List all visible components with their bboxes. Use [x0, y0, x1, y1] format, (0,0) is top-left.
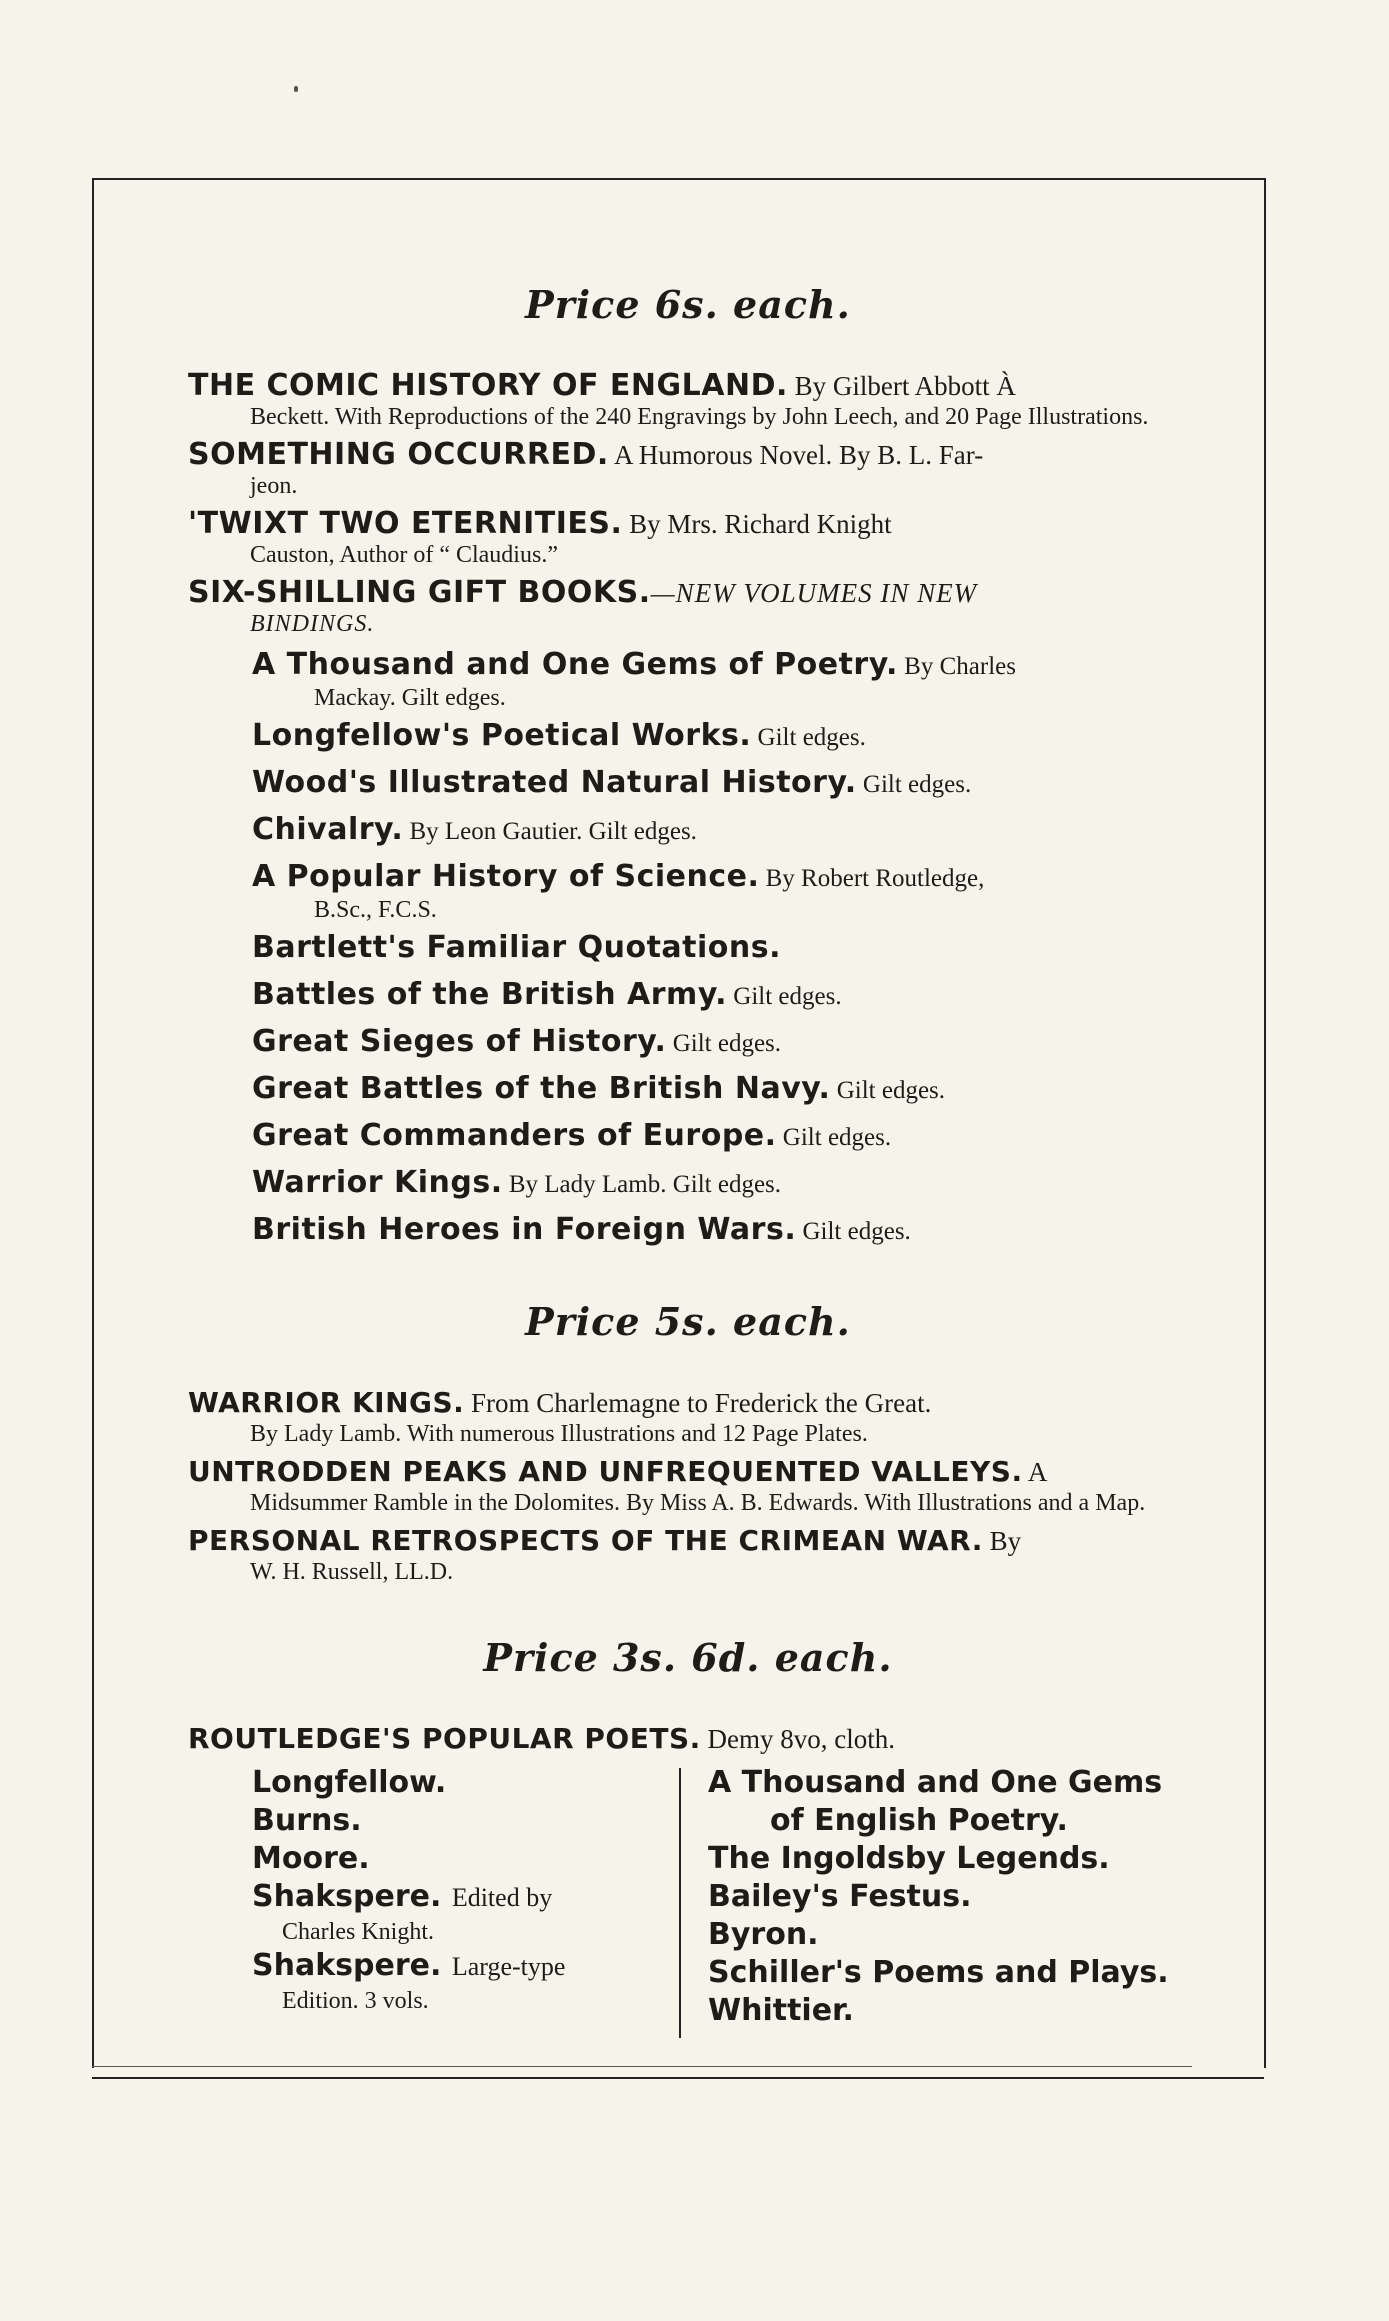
entry-title: Warrior Kings. — [252, 1165, 503, 1200]
gift-book-entry — [252, 763, 1188, 804]
poets-columns — [188, 1764, 1188, 2054]
entry-title: WARRIOR KINGS. — [188, 1386, 465, 1419]
entry-detail: By Mrs. Richard Knight — [629, 509, 892, 539]
entry-title: Great Sieges of History. — [252, 1024, 667, 1059]
entry-detail: Demy 8vo, cloth. — [707, 1724, 895, 1754]
entry-detail: By — [989, 1526, 1022, 1556]
entry-detail: By Leon Gautier. Gilt edges. — [409, 818, 697, 845]
price-heading-5s: Price 5s. each. — [525, 1299, 851, 1344]
entry-detail: Gilt edges. — [836, 1077, 946, 1104]
poet-item — [252, 1878, 672, 1917]
poet-title: Moore. — [252, 1841, 370, 1876]
poet-title: Burns. — [252, 1803, 362, 1838]
gift-book-entry — [252, 1116, 1188, 1157]
entry-detail: Gilt edges. — [862, 771, 972, 798]
catalogue-entry — [188, 438, 1188, 501]
entry-detail: Gilt edges. — [757, 724, 866, 751]
entry-detail: A — [1027, 1457, 1048, 1487]
entry-title: Great Battles of the British Navy. — [252, 1071, 831, 1106]
poet-title: Shakspere. — [252, 1948, 442, 1983]
poet-subnote: Edition. 3 vols. — [282, 1988, 429, 2014]
poet-note: Large-type — [451, 1952, 566, 1981]
catalogue-entry — [188, 1386, 1188, 1449]
ink-speck — [294, 86, 298, 92]
entry-detail: By Robert Routledge, — [765, 865, 985, 892]
poet-subnote: Charles Knight. — [282, 1919, 434, 1945]
poet-title: Longfellow. — [252, 1765, 447, 1800]
price-heading-6s: Price 6s. each. — [525, 282, 851, 327]
entry-continuation: By Lady Lamb. With numerous Illustrations and 12 Page Plates. — [250, 1421, 868, 1447]
catalogue-entry — [188, 369, 1188, 432]
poet-title-continuation: of English Poetry. — [770, 1803, 1068, 1838]
entry-title: Chivalry. — [252, 812, 404, 847]
entry-title: A Popular History of Science. — [252, 859, 760, 894]
entry-continuation: W. H. Russell, LL.D. — [250, 1559, 454, 1585]
gift-book-entry — [252, 645, 1188, 710]
column-divider — [679, 1768, 681, 2038]
entry-detail: By Charles — [904, 653, 1016, 680]
entry-title: THE COMIC HISTORY OF ENGLAND. — [188, 368, 788, 403]
entry-title: UNTRODDEN PEAKS AND UNFREQUENTED VALLEYS. — [188, 1455, 1023, 1488]
entry-continuation: Mackay. Gilt edges. — [314, 685, 506, 711]
poet-item — [252, 1802, 672, 1840]
entry-title: PERSONAL RETROSPECTS OF THE CRIMEAN WAR. — [188, 1524, 983, 1557]
entry-detail: Gilt edges. — [672, 1030, 782, 1057]
entry-detail: Gilt edges. — [733, 983, 842, 1010]
gift-book-entry — [252, 928, 1188, 969]
entry-title: 'TWIXT TWO ETERNITIES. — [188, 506, 623, 541]
gift-book-entry — [252, 1210, 1188, 1251]
gift-book-entry — [252, 1163, 1188, 1204]
entry-continuation: BINDINGS. — [250, 611, 375, 637]
entry-title: SOMETHING OCCURRED. — [188, 437, 609, 472]
poet-title: Byron. — [708, 1917, 819, 1952]
catalogue-entry — [188, 1722, 1188, 1756]
gift-book-entry — [252, 716, 1188, 757]
poet-title: Schiller's Poems and Plays. — [708, 1955, 1169, 1990]
entry-detail: By Gilbert Abbott À — [794, 371, 1016, 401]
gift-book-entry — [252, 857, 1188, 922]
entry-detail: From Charlemagne to Frederick the Great. — [471, 1388, 932, 1418]
entry-title: British Heroes in Foreign Wars. — [252, 1212, 797, 1247]
entry-continuation: Beckett. With Reproductions of the 240 Engravings by John Leech, and 20 Page Illustrations. — [250, 404, 1149, 430]
entry-title: Great Commanders of Europe. — [252, 1118, 777, 1153]
entry-continuation: B.Sc., F.C.S. — [314, 897, 437, 923]
gift-book-entry — [252, 975, 1188, 1016]
entry-detail: Gilt edges. — [782, 1124, 892, 1151]
poet-item — [252, 1840, 672, 1878]
gift-book-entry — [252, 810, 1188, 851]
poet-title: A Thousand and One Gems — [708, 1765, 1163, 1800]
catalogue-entry — [188, 1524, 1188, 1587]
poet-note: Edited by — [451, 1883, 553, 1912]
gift-book-entry — [252, 1069, 1188, 1110]
entry-title: ROUTLEDGE'S POPULAR POETS. — [188, 1722, 701, 1755]
bottom-rule — [92, 2077, 1264, 2079]
entry-title: Battles of the British Army. — [252, 977, 728, 1012]
entry-title: Bartlett's Familiar Quotations. — [252, 930, 782, 965]
bottom-rule-thin — [92, 2066, 1192, 2067]
catalogue-content — [188, 282, 1188, 2054]
price-heading-3s-6d: Price 3s. 6d. each. — [483, 1635, 893, 1680]
poets-right-column — [708, 1764, 1188, 2030]
gift-books-list — [188, 645, 1188, 1251]
catalogue-entry — [188, 507, 1188, 570]
poet-title: Whittier. — [708, 1993, 854, 2028]
catalogue-entry — [188, 576, 1188, 639]
gift-book-entry — [252, 1022, 1188, 1063]
entry-title: Wood's Illustrated Natural History. — [252, 765, 857, 800]
entry-detail: Gilt edges. — [802, 1218, 911, 1245]
entry-continuation: Midsummer Ramble in the Dolomites. By Miss A. B. Edwards. With Illustrations and a Map. — [250, 1490, 1146, 1516]
entry-continuation: jeon. — [250, 473, 298, 499]
entry-continuation: Causton, Author of “ Claudius.” — [250, 542, 558, 568]
entry-title: A Thousand and One Gems of Poetry. — [252, 647, 898, 682]
entry-title: SIX-SHILLING GIFT BOOKS. — [188, 575, 651, 610]
poet-item — [252, 1947, 672, 1986]
entry-title: Longfellow's Poetical Works. — [252, 718, 752, 753]
entry-detail: By Lady Lamb. Gilt edges. — [508, 1171, 782, 1198]
catalogue-entry — [188, 1455, 1188, 1518]
poet-item — [252, 1764, 672, 1802]
poet-title: Shakspere. — [252, 1879, 442, 1914]
poet-title: The Ingoldsby Legends. — [708, 1841, 1110, 1876]
poets-left-column — [252, 1764, 672, 2016]
poet-title: Bailey's Festus. — [708, 1879, 972, 1914]
entry-detail: —NEW VOLUMES IN NEW — [650, 578, 978, 608]
entry-detail: A Humorous Novel. By B. L. Far- — [614, 440, 984, 470]
